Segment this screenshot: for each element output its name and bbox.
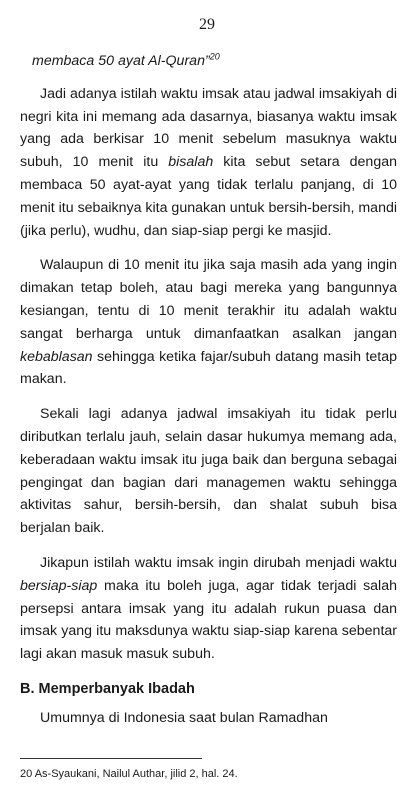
page-number: 29	[199, 16, 215, 33]
footnote-number: 20	[20, 768, 33, 780]
paragraph-text: Jikapun istilah waktu imsak ingin dirubah menjadi waktu	[40, 554, 397, 571]
italic-term: kebablasan	[20, 348, 93, 365]
section-heading: B. Memperbanyak Ibadah	[20, 680, 195, 697]
footnote-divider	[20, 758, 202, 759]
footnote	[20, 767, 400, 781]
italic-term: bersiap-siap	[20, 577, 98, 594]
paragraph-ten-minutes	[20, 254, 397, 391]
paragraph-text: kita sebut setara dengan membaca 50 ayat-ayat yang tidak terlalu panjang, di 10 menit itu sebaiknya kita gunakan untuk bersih-bersih, mandi (jika perlu), wudhu, dan siap-siap pergi ke masjid.	[20, 154, 397, 239]
footnote-reference: 20	[209, 51, 220, 62]
paragraph-rename-imsak	[20, 552, 397, 666]
page-body	[20, 50, 397, 742]
italic-term: bisalah	[168, 154, 214, 171]
paragraph-text: maka itu boleh juga, agar tidak terjadi salah persepsi antara imsak yang itu adalah rukun puasa dan imsak yang itu maksdunya waktu siap-siap karena sebentar lagi akan masuk masuk subuh.	[20, 577, 397, 663]
paragraph-not-debated: Sekali lagi adanya jadwal imsakiyah itu tidak perlu diributkan terlalu jauh, selain dasar hukumya memang ada, keberadaan waktu imsak itu juga baik dan berguna sebagai pengingat dan bagian dari managemen waktu sehingga aktivitas sahur, bersih-bersih, dan shalat subuh bisa berjalan baik.	[20, 406, 397, 537]
paragraph-imsak-schedule	[20, 83, 397, 243]
continued-paragraph	[20, 50, 397, 73]
footnote-text: As-Syaukani, Nailul Authar, jilid 2, hal. 24.	[32, 768, 238, 780]
continued-text: membaca 50 ayat Al-Quran”	[32, 53, 210, 69]
paragraph-text: Jadi adanya istilah waktu imsak atau jadwal imsakiyah di negri kita ini memang ada dasarnya, biasanya waktu imsak yang ada berkisar 10 menit sebelum masuknya waktu subuh, 10 menit itu	[20, 85, 397, 171]
paragraph-text: Walaupun di 10 menit itu jika saja masih ada yang ingin dimakan tetap boleh, atau bagi mereka yang bangunnya kesiangan, tentu di 10 menit terakhir itu adalah waktu sangat berharga untuk dimanfaatkan asalkan jangan	[20, 257, 397, 342]
paragraph-ramadhan-start: Umumnya di Indonesia saat bulan Ramadhan	[40, 709, 328, 726]
paragraph-text: sehingga ketika fajar/subuh datang masih tetap makan.	[20, 348, 397, 388]
